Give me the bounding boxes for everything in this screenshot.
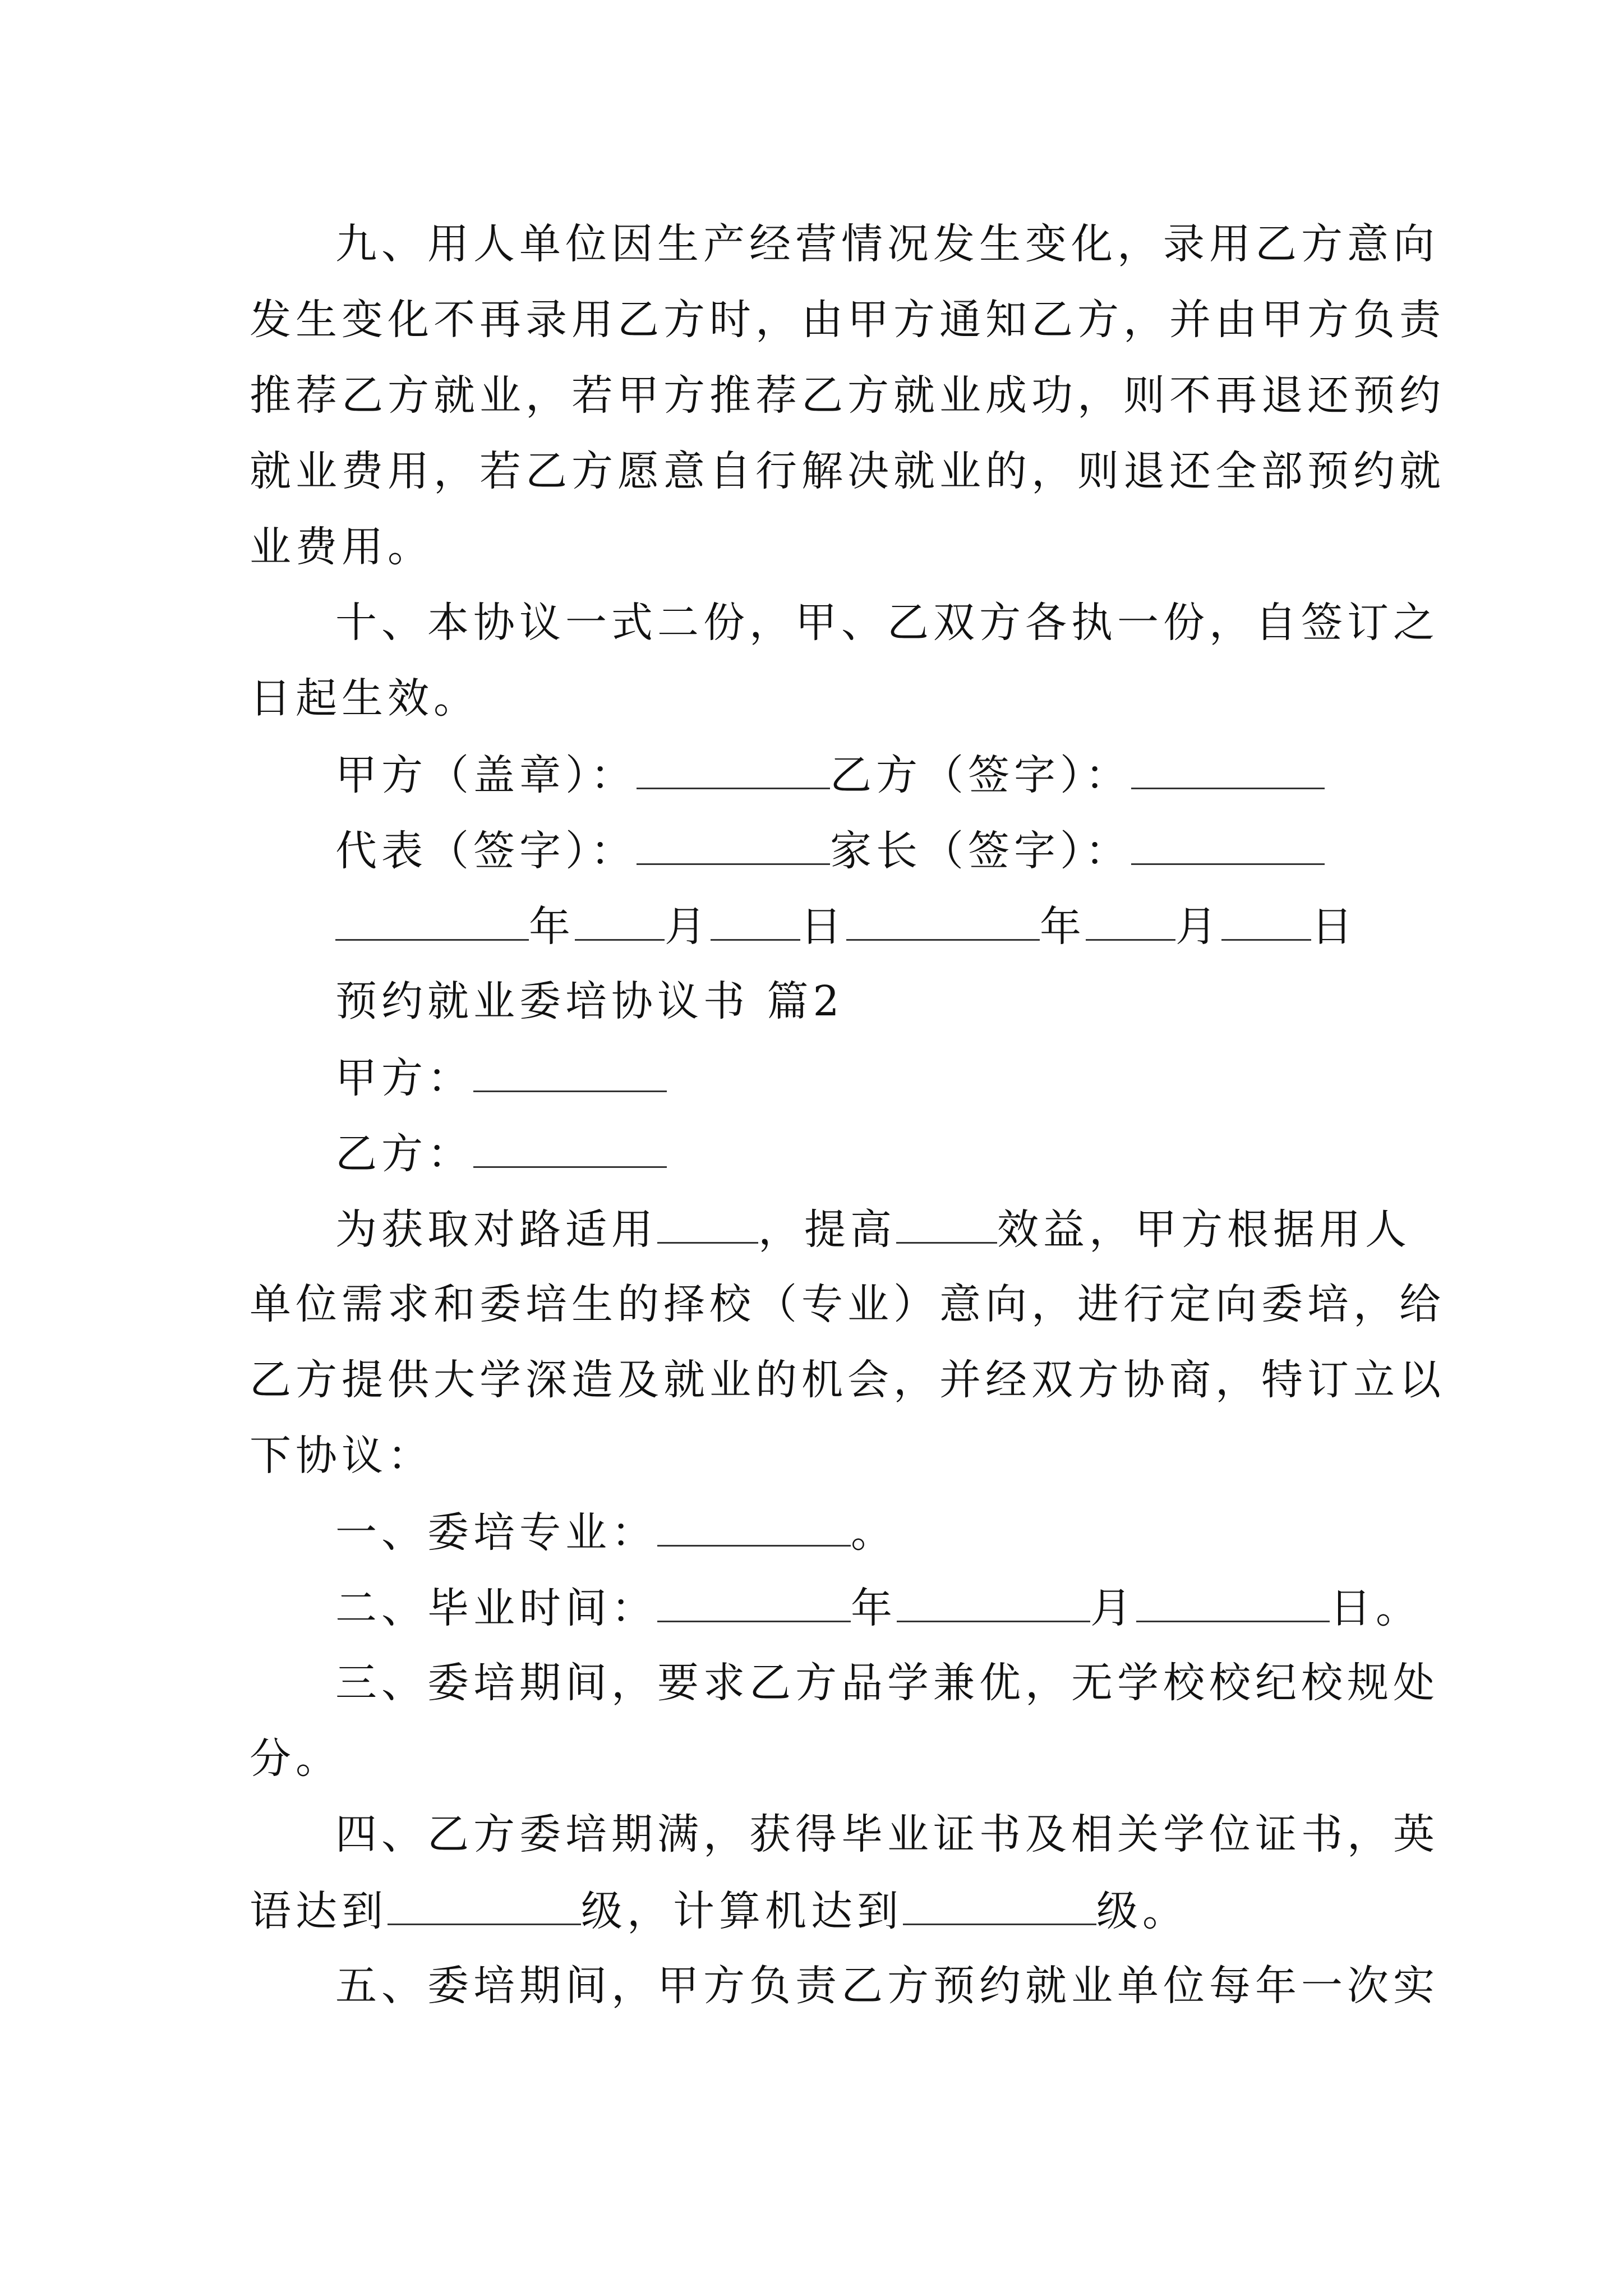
party-a-label: 甲方： (335, 1054, 473, 1102)
section2-title: 预约就业委培协议书 篇2 (335, 977, 844, 1025)
party-a-blank (473, 1049, 667, 1092)
item2-label: 二、毕业时间： (335, 1584, 657, 1632)
clause9-line-3: 推荐乙方就业，若甲方推荐乙方就业成功，则不再退还预约 (250, 371, 1445, 420)
signature-row-2 (335, 822, 1325, 879)
date-year-label: 年 (529, 903, 575, 951)
item3-line-2: 分。 (250, 1734, 342, 1783)
date-year-blank (335, 898, 529, 941)
parent-sign-blank (1131, 822, 1325, 865)
item2-row (335, 1579, 1422, 1636)
date-day-blank (711, 898, 800, 941)
item4-english-blank (388, 1882, 581, 1925)
party-a-seal-blank (637, 746, 830, 789)
intro-blank-2 (896, 1200, 997, 1244)
clause10-line-1: 十、本协议一式二份，甲、乙双方各执一份，自签订之 (335, 599, 1439, 647)
intro-l1-c: 效益，甲方根据用人 (997, 1205, 1411, 1254)
party-a-row (335, 1049, 667, 1106)
date-month-blank (575, 898, 665, 941)
item5-line-1: 五、委培期间，甲方负责乙方预约就业单位每年一次实 (335, 1962, 1439, 2010)
clause9-line-2: 发生变化不再录用乙方时，由甲方通知乙方，并由甲方负责 (250, 296, 1445, 344)
party-b-row (335, 1125, 667, 1182)
item1-label: 一、委培专业： (335, 1508, 657, 1557)
item2-month: 月 (1090, 1584, 1136, 1632)
intro-line-1 (335, 1200, 1411, 1258)
item4-l2-b: 级，计算机达到 (581, 1887, 903, 1935)
date2-year-blank (846, 898, 1040, 941)
item4-l2-a: 语达到 (250, 1887, 388, 1935)
intro-line-2: 单位需求和委培生的择校（专业）意向，进行定向委培，给 (250, 1280, 1445, 1328)
item1-end: 。 (851, 1508, 897, 1557)
date-month-label: 月 (665, 903, 711, 951)
item4-l2-c: 级。 (1096, 1887, 1188, 1935)
signature-date-row (335, 898, 1357, 955)
item4-computer-blank (903, 1882, 1096, 1925)
date2-year-label: 年 (1040, 903, 1086, 951)
rep-sign-blank (637, 822, 830, 865)
intro-l1-b: ，提高 (758, 1205, 896, 1254)
item2-day: 日。 (1330, 1584, 1422, 1632)
rep-sign-label: 代表（签字）： (335, 827, 637, 875)
date2-day-label: 日 (1311, 903, 1357, 951)
signature-row-1 (335, 746, 1325, 803)
party-b-sign-blank (1131, 746, 1325, 789)
parent-sign-label: 家长（签字）： (830, 827, 1131, 875)
clause9-line-4: 就业费用，若乙方愿意自行解决就业的，则退还全部预约就 (250, 447, 1445, 495)
intro-l1-a: 为获取对路适用 (335, 1205, 657, 1254)
item2-month-blank (897, 1579, 1090, 1622)
intro-blank-1 (657, 1200, 758, 1244)
item1-row (335, 1503, 897, 1561)
clause9-line-1: 九、用人单位因生产经营情况发生变化，录用乙方意向 (335, 220, 1439, 268)
date-day-label: 日 (800, 903, 846, 951)
intro-line-4: 下协议： (250, 1432, 434, 1480)
party-b-sign-label: 乙方（签字）： (830, 751, 1131, 799)
item4-line-2 (250, 1882, 1188, 1939)
party-a-seal-label: 甲方（盖章）： (335, 751, 637, 799)
clause10-line-2: 日起生效。 (250, 674, 479, 723)
item2-day-blank (1136, 1579, 1330, 1622)
item1-major-blank (657, 1503, 851, 1547)
item2-year-blank (657, 1579, 851, 1622)
party-b-blank (473, 1125, 667, 1168)
date2-day-blank (1221, 898, 1311, 941)
date2-month-label: 月 (1175, 903, 1221, 951)
clause9-line-5: 业费用。 (250, 523, 434, 571)
item2-year: 年 (851, 1584, 897, 1632)
item4-line-1: 四、乙方委培期满，获得毕业证书及相关学位证书，英 (335, 1810, 1439, 1858)
date2-month-blank (1086, 898, 1175, 941)
item3-line-1: 三、委培期间，要求乙方品学兼优，无学校校纪校规处 (335, 1659, 1439, 1707)
intro-line-3: 乙方提供大学深造及就业的机会，并经双方协商，特订立以 (250, 1356, 1445, 1404)
party-b-label: 乙方： (335, 1130, 473, 1178)
